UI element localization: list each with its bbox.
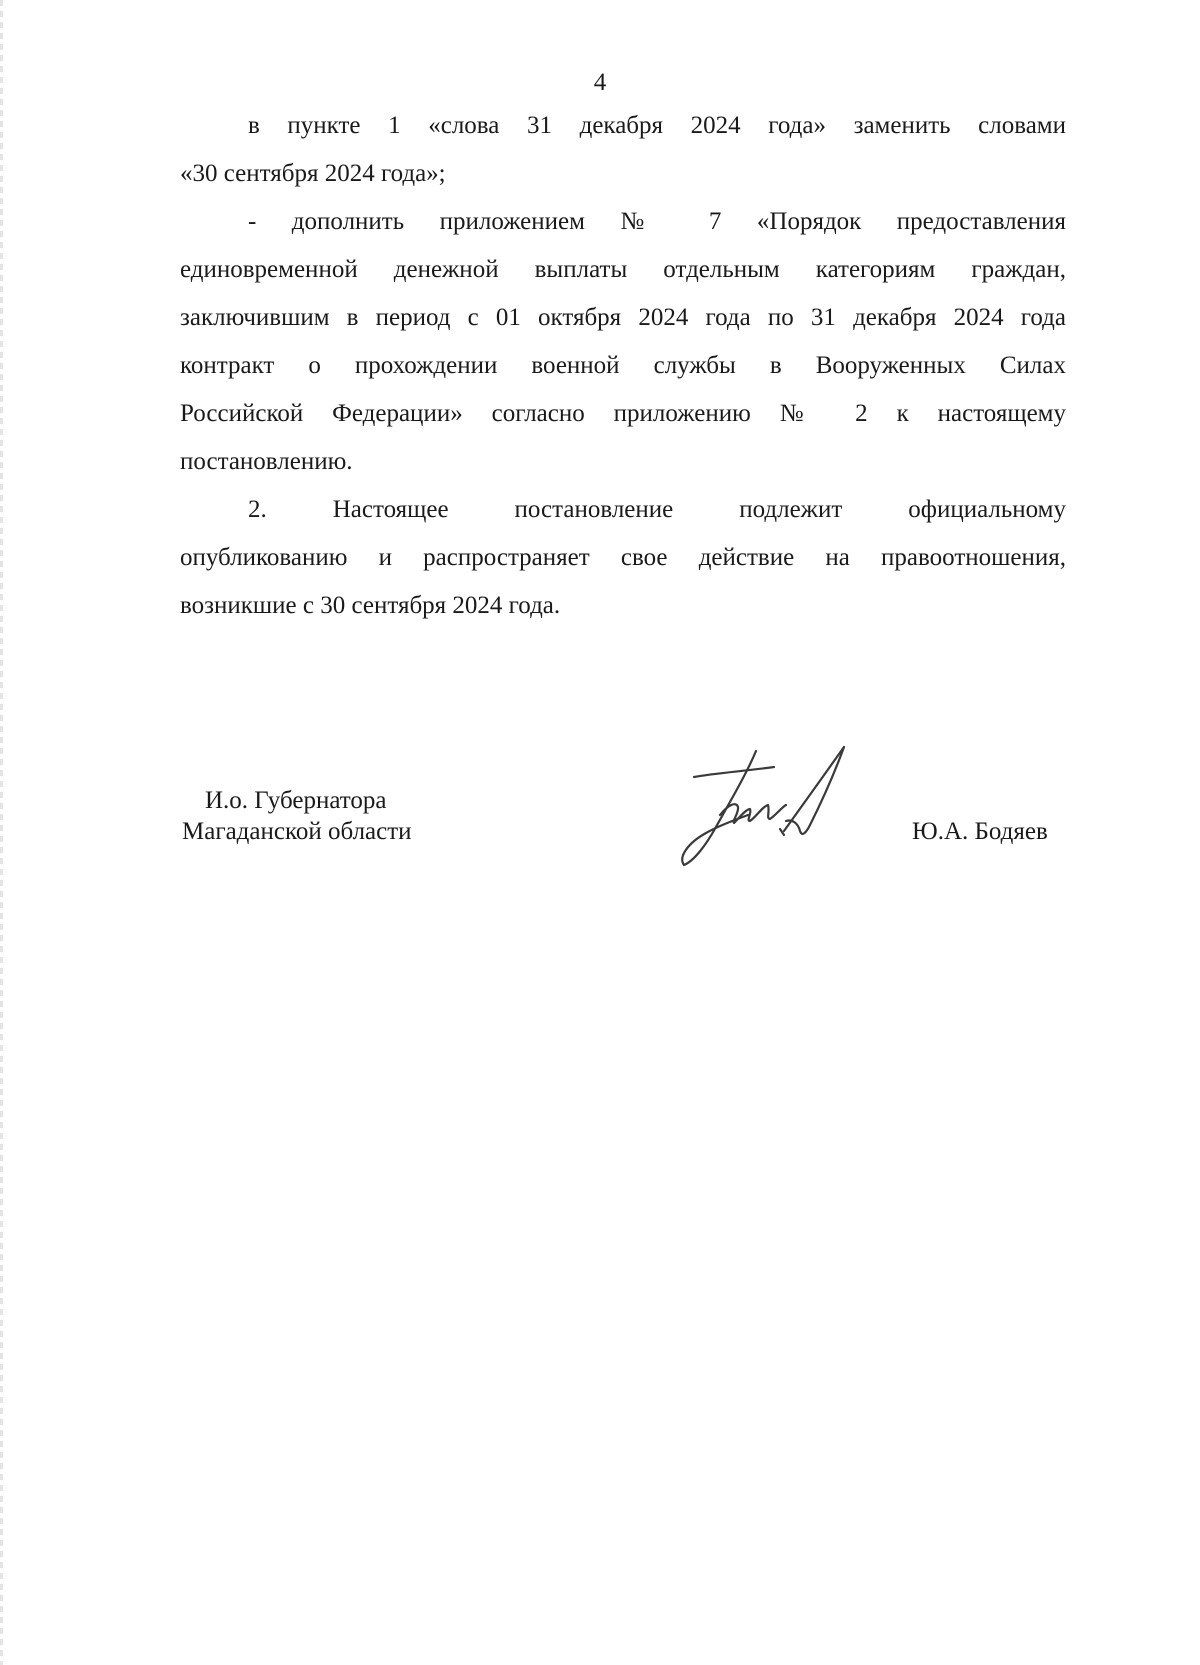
- signatory-title-line-2: Магаданской области: [182, 818, 412, 845]
- paragraph-3-line-3: возникшие с 30 сентября 2024 года.: [180, 592, 561, 619]
- paragraph-2-line-2: единовременной денежной выплаты отдельным категориям граждан,: [180, 256, 1066, 283]
- paragraph-2-line-1: - дополнить приложением № 7 «Порядок предоставления: [248, 208, 1066, 235]
- signatory-title-line-1: И.о. Губернатора: [205, 787, 387, 814]
- signatory-name: Ю.А. Бодяев: [912, 818, 1048, 845]
- paragraph-2-line-4: контракт о прохождении военной службы в Вооруженных Силах: [180, 352, 1066, 379]
- paragraph-2-line-3: заключившим в период с 01 октября 2024 года по 31 декабря 2024 года: [180, 304, 1066, 331]
- paragraph-2-line-6: постановлению.: [180, 448, 353, 475]
- handwritten-signature: [676, 745, 854, 868]
- paragraph-2-line-5: Российской Федерации» согласно приложению № 2 к настоящему: [180, 400, 1066, 427]
- paragraph-1-line-2: «30 сентября 2024 года»;: [180, 160, 446, 187]
- page-number: 4: [593, 69, 607, 96]
- paragraph-3-line-1: 2. Настоящее постановление подлежит официальному: [248, 496, 1066, 523]
- scan-edge: [0, 0, 3, 1665]
- paragraph-3-line-2: опубликованию и распространяет свое действие на правоотношения,: [180, 544, 1066, 571]
- paragraph-1-line-1: в пункте 1 «слова 31 декабря 2024 года» заменить словами: [248, 112, 1066, 139]
